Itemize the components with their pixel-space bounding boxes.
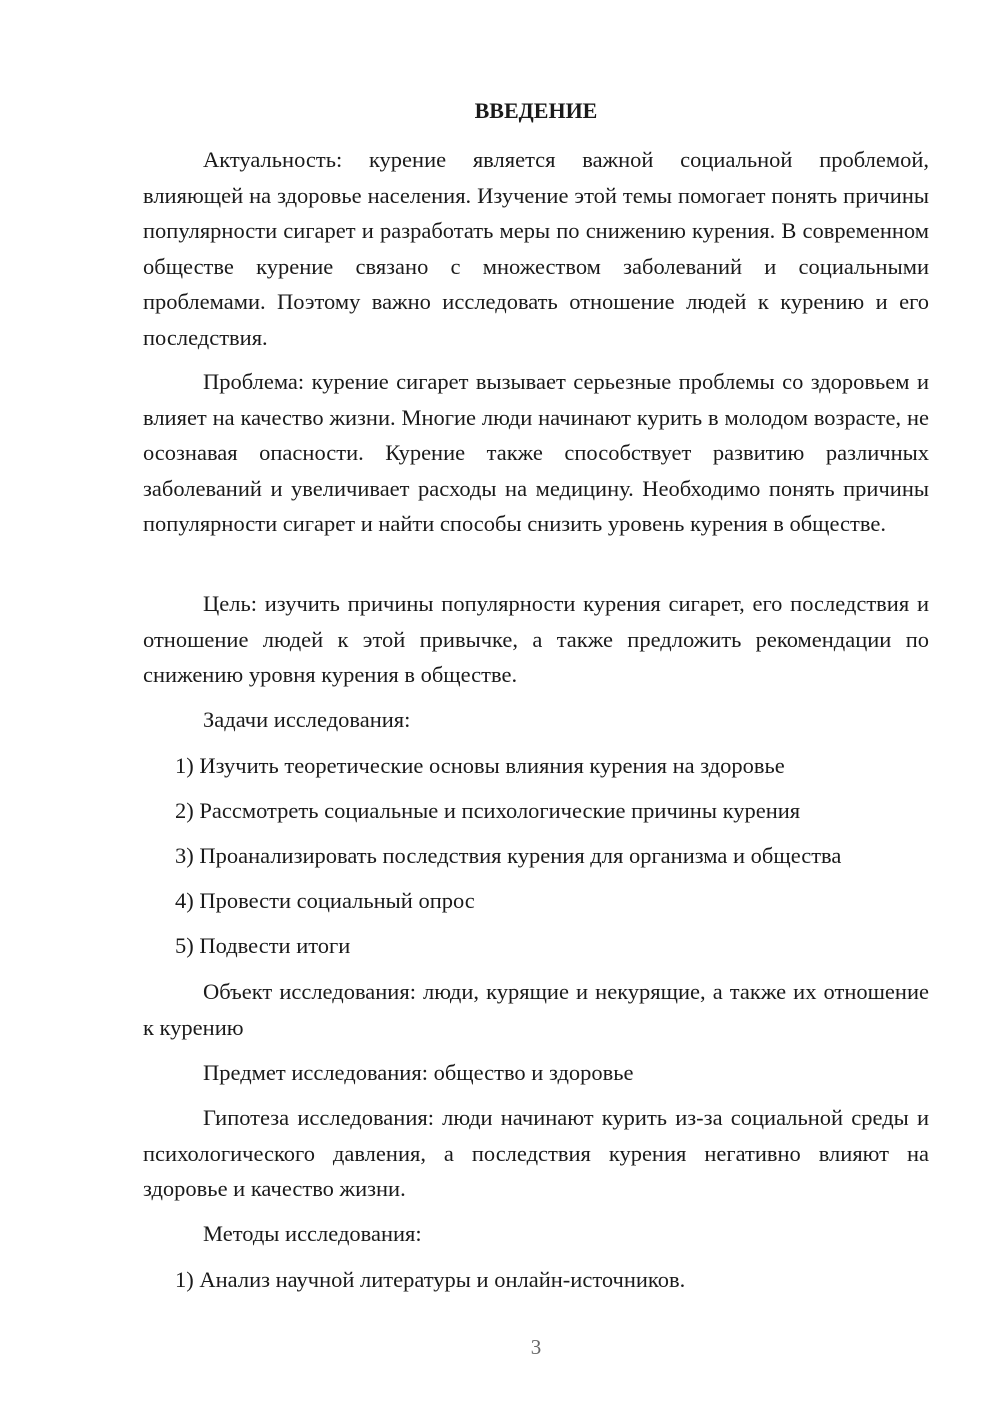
method-item-1: 1) Анализ научной литературы и онлайн-источников. (175, 1267, 686, 1292)
page-title: ВВЕДЕНИЕ (474, 98, 598, 123)
task-item-2: 2) Рассмотреть социальные и психологические причины курения (175, 798, 801, 823)
paragraph-subject: Предмет исследования: общество и здоровье (203, 1060, 634, 1085)
task-item-4: 4) Провести социальный опрос (175, 888, 475, 913)
tasks-heading: Задачи исследования: (203, 707, 411, 732)
methods-heading: Методы исследования: (203, 1221, 422, 1246)
paragraph-relevance: Актуальность: курение является важной социальной проблемой, влияющей на здоровье населения. Изучение этой темы помогает понять причины популярности сигарет и разработать меры по снижению курения. В современном обществе курение связано с множеством заболеваний и социальными проблемами. Поэтому важно исследовать отношение людей к курению и его последствия. (143, 147, 929, 350)
task-item-5: 5) Подвести итоги (175, 933, 351, 958)
task-item-1: 1) Изучить теоретические основы влияния курения на здоровье (175, 753, 785, 778)
paragraph-hypothesis: Гипотеза исследования: люди начинают курить из-за социальной среды и психологического давления, а последствия курения негативно влияют на здоровье и качество жизни. (143, 1105, 929, 1201)
paragraph-goal: Цель: изучить причины популярности курения сигарет, его последствия и отношение людей к этой привычке, а также предложить рекомендации по снижению уровня курения в обществе. (143, 591, 929, 687)
page-number: 3 (530, 1335, 542, 1359)
paragraph-problem: Проблема: курение сигарет вызывает серьезные проблемы со здоровьем и влияет на качество жизни. Многие люди начинают курить в молодом возрасте, не осознавая опасности. Курение также способствует развитию различных заболеваний и увеличивает расходы на медицину. Необходимо понять причины популярности сигарет и найти способы снизить уровень курения в обществе. (143, 369, 929, 536)
task-item-3: 3) Проанализировать последствия курения для организма и общества (175, 843, 842, 868)
paragraph-object: Объект исследования: люди, курящие и некурящие, а также их отношение к курению (143, 979, 929, 1040)
